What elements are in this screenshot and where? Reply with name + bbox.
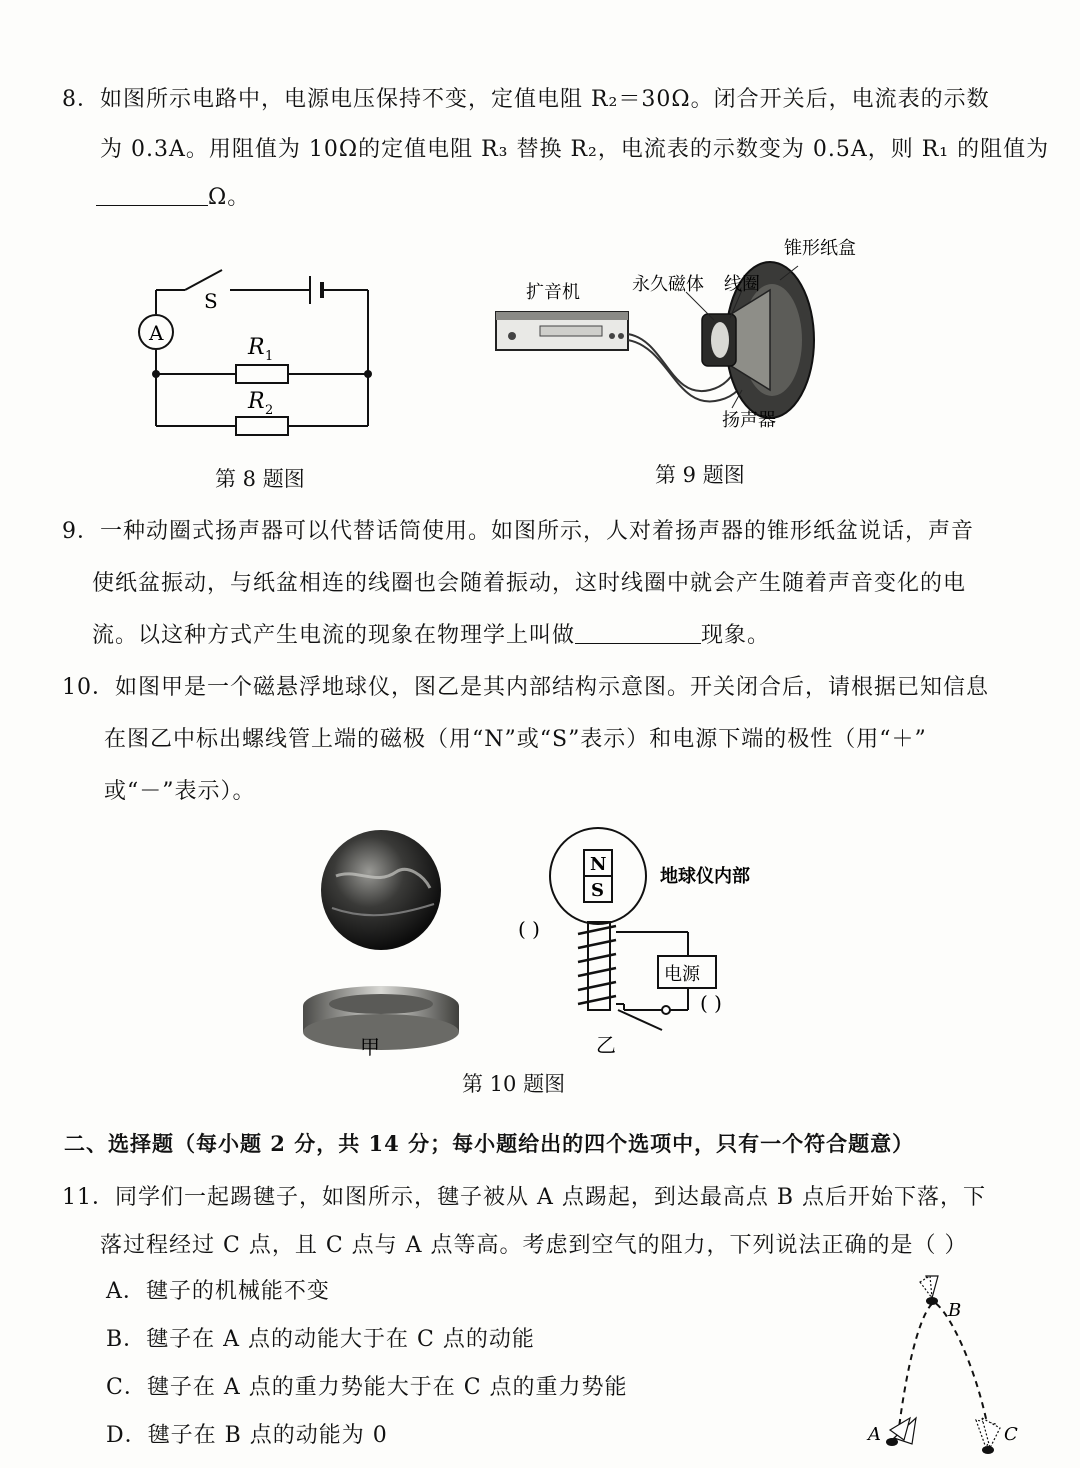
q11-option-b[interactable]: B．毽子在 A 点的动能大于在 C 点的动能 (106, 1327, 535, 1352)
q11-option-d[interactable]: D．毽子在 B 点的动能为 0 (106, 1423, 388, 1448)
q11-option-a[interactable]: A．毽子的机械能不变 (106, 1279, 330, 1304)
magnet-label: 永久磁体 (632, 274, 704, 295)
shuttlecock-b-icon (920, 1276, 938, 1305)
q9-line-2: 使纸盆振动，与纸盆相连的线圈也会随着振动，这时线圈中就会产生随着声音变化的电 (92, 571, 967, 596)
shuttlecock-c-icon (976, 1418, 1000, 1454)
q8-ammeter-label: A (149, 321, 164, 345)
q11-option-c[interactable]: C．毽子在 A 点的重力势能大于在 C 点的重力势能 (106, 1375, 628, 1400)
q8-answer-line (96, 180, 250, 211)
speaker-label: 扬声器 (722, 410, 776, 431)
magnetic-base-icon (303, 986, 459, 1050)
power-supply-label: 电源 (664, 964, 700, 985)
point-c-label: C (1004, 1424, 1018, 1445)
inner-structure-label: 地球仪内部 (660, 866, 750, 887)
fig-yi-label: 乙 (596, 1033, 616, 1057)
q9-line-1: 9．一种动圈式扬声器可以代替话筒使用。如图所示，人对着扬声器的锥形纸盆说话，声音 (62, 519, 975, 544)
q8-line-2: 为 0.3A。用阻值为 10Ω的定值电阻 R₃ 替换 R₂，电流表的示数变为 0.5A，则 R₁ 的阻值为 (100, 137, 1050, 162)
q10-line-3: 或“－”表示）。 (104, 779, 256, 804)
solenoid-pole-bracket: ( ) (518, 917, 540, 941)
coil-icon (711, 322, 729, 358)
magnet-n-label: N (590, 854, 607, 875)
point-b-label: B (948, 1300, 962, 1321)
point-a-label: A (868, 1424, 881, 1445)
q10-line-1: 10．如图甲是一个磁悬浮地球仪，图乙是其内部结构示意图。开关闭合后，请根据已知信息 (62, 675, 989, 700)
q8-r1-subscript: 1 (265, 349, 274, 364)
q8-r1-label: R (248, 335, 265, 360)
q10-line-2: 在图乙中标出螺线管上端的磁极（用“N”或“S”表示）和电源下端的极性（用“＋” (104, 727, 927, 752)
q9-answer-blank[interactable] (575, 623, 701, 644)
q11-line-2: 落过程经过 C 点，且 C 点与 A 点等高。考虑到空气的阻力，下列说法正确的是（ ） (100, 1233, 968, 1258)
q8-switch-label: S (204, 289, 218, 313)
q9-speaker-diagram (480, 230, 856, 440)
q8-node-left (152, 370, 160, 378)
q11-line-1: 11．同学们一起踢毽子，如图所示，毽子被从 A 点踢起，到达最高点 B 点后开始下落，下 (62, 1185, 987, 1210)
q8-circuit-diagram (130, 262, 390, 452)
q8-unit: Ω。 (208, 185, 251, 210)
q8-node-right (364, 370, 372, 378)
q8-answer-blank[interactable] (96, 185, 208, 206)
amplifier-icon (496, 312, 628, 350)
trajectory-path (898, 1302, 988, 1436)
q8-r2-subscript: 2 (265, 403, 274, 418)
amplifier-label: 扩音机 (526, 282, 580, 303)
q10-internal-structure-diagram (508, 826, 798, 1062)
q11-shuttlecock-trajectory (858, 1268, 1028, 1464)
section-2-heading: 二、选择题（每小题 2 分，共 14 分；每小题给出的四个选项中，只有一个符合题意） (64, 1131, 915, 1156)
q8-resistor-r2 (236, 417, 288, 435)
q8-resistor-r1 (236, 365, 288, 383)
power-pole-bracket: ( ) (700, 991, 722, 1015)
q9-figure-caption: 第 9 题图 (655, 463, 745, 487)
fig-jia-label: 甲 (360, 1035, 380, 1059)
coil-label: 线圈 (724, 274, 760, 295)
q8-figure-caption: 第 8 题图 (215, 467, 305, 491)
q8-line-1: 8．如图所示电路中，电源电压保持不变，定值电阻 R₂＝30Ω。闭合开关后，电流表的示数 (62, 87, 990, 112)
q9-line-3-text: 流。以这种方式产生电流的现象在物理学上叫做 (92, 623, 576, 648)
q10-floating-globe-figure (296, 828, 466, 1068)
q10-figure-caption: 第 10 题图 (462, 1072, 566, 1096)
q10-switch-blade (618, 1010, 662, 1030)
globe-icon (321, 830, 441, 950)
q8-r2-label: R (248, 389, 265, 414)
q9-line-3 (92, 618, 770, 649)
shuttlecock-a-icon (886, 1418, 916, 1446)
q9-line-3-end: 现象。 (701, 623, 771, 648)
magnet-s-label: S (591, 880, 604, 901)
cone-label: 锥形纸盒 (784, 238, 856, 259)
q8-switch-blade (185, 270, 222, 290)
